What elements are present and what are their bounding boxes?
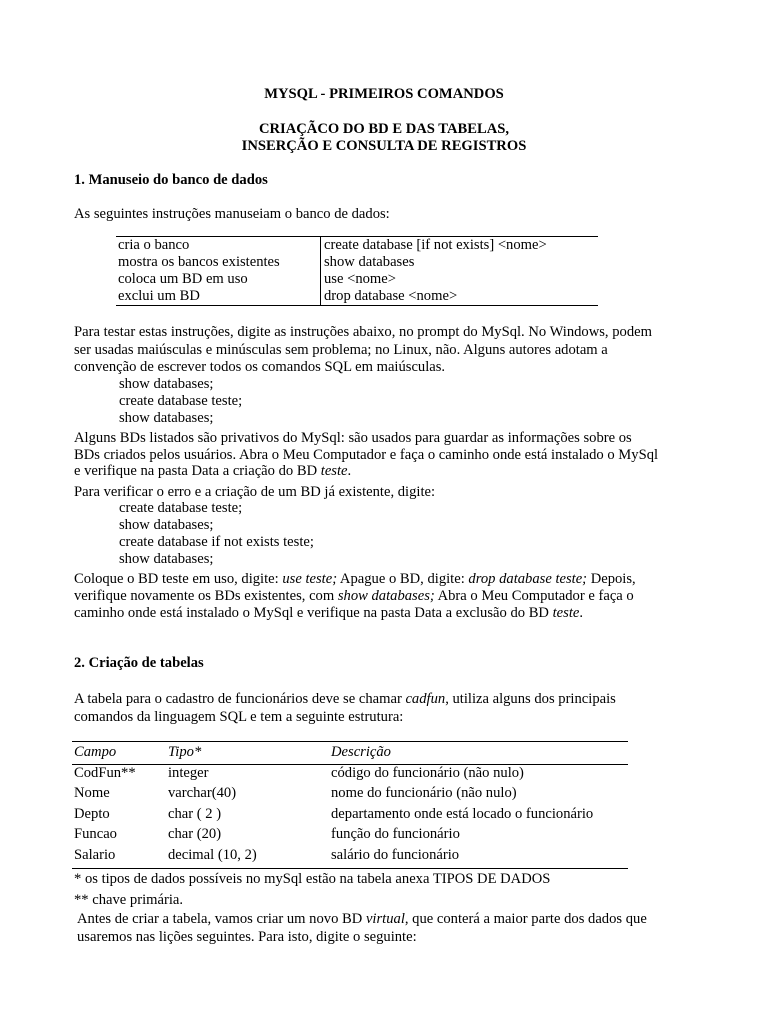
- table-cell: Funcao: [74, 826, 117, 842]
- table-cell: decimal (10, 2): [168, 846, 257, 863]
- text-run-italic: drop database teste;: [468, 571, 588, 587]
- text-run: e verifique na pasta Data a criação do BD: [74, 463, 321, 479]
- table-cell: salário do funcionário: [331, 846, 460, 863]
- text-run: A tabela para o cadastro de funcionários deve se chamar: [74, 691, 406, 707]
- table-cell: create database [if not exists] <nome>: [324, 237, 547, 253]
- paragraph-line: Alguns BDs listados são privativos do MySql: são usados para guardar as informações sobre os: [74, 430, 632, 446]
- table-row: [116, 288, 598, 305]
- section1-intro: As seguintes instruções manuseiam o banco de dados:: [74, 206, 390, 222]
- table-row: [116, 237, 598, 254]
- text-run: , que conterá a maior parte dos dados que: [404, 911, 647, 927]
- section1-heading: 1. Manuseio do banco de dados: [74, 172, 268, 188]
- section2-heading: 2. Criação de tabelas: [74, 655, 204, 671]
- table-cell: integer: [168, 764, 209, 781]
- paragraph-line: Para verificar o erro e a criação de um BD já existente, digite:: [74, 484, 436, 500]
- text-run: Coloque o BD teste em uso, digite:: [74, 571, 283, 587]
- text-run: .: [347, 463, 352, 479]
- text-run: caminho onde está instalado o MySql e verifique na pasta Data a exclusão do BD: [74, 605, 553, 621]
- table-cell: Salario: [74, 846, 116, 863]
- column-header-campo: Campo: [74, 744, 117, 760]
- table-cell: código do funcionário (não nulo): [331, 764, 524, 781]
- table-cell: drop database <nome>: [324, 288, 458, 304]
- paragraph-line: [74, 605, 583, 622]
- table2-header-rule: [72, 764, 628, 765]
- text-run-italic: teste: [552, 605, 580, 621]
- table-cell: Depto: [74, 805, 110, 822]
- paragraph-line: BDs criados pelos usuários. Abra o Meu Computador e faça o caminho onde está instalado o MySql: [74, 447, 659, 463]
- paragraph-line: convenção de escrever todos os comandos SQL em maiúsculas.: [74, 359, 446, 375]
- table-row: [72, 804, 629, 825]
- table-cell: departamento onde está locado o funcionário: [331, 805, 594, 822]
- paragraph-line: [74, 691, 616, 708]
- table-cell: mostra os bancos existentes: [116, 254, 321, 271]
- text-run-italic: virtual: [365, 911, 405, 927]
- table-cell: nome do funcionário (não nulo): [331, 785, 517, 801]
- text-run: verifique novamente os BDs existentes, com: [74, 588, 338, 604]
- table-cell: CodFun**: [74, 764, 136, 781]
- paragraph-line: [74, 571, 636, 588]
- text-run-italic: cadfun: [405, 691, 446, 707]
- paragraph-line: Para testar estas instruções, digite as instruções abaixo, no prompt do MySql. No Windows, podem: [74, 324, 652, 340]
- table-row: [72, 763, 629, 784]
- footnote-primary-key: ** chave primária.: [74, 892, 183, 908]
- text-run: Depois,: [587, 571, 636, 587]
- table-cell: Nome: [74, 785, 110, 801]
- text-run: Abra o Meu Computador e faça o: [434, 588, 634, 604]
- text-run: Antes de criar a tabela, vamos criar um novo BD: [77, 911, 366, 927]
- text-run: Apague o BD, digite:: [337, 571, 469, 587]
- code-line: create database teste;: [119, 500, 243, 516]
- code-line: show databases;: [119, 551, 214, 567]
- table-row: [72, 824, 629, 845]
- table-row: [72, 783, 629, 804]
- table-row: [116, 271, 598, 288]
- code-line: create database teste;: [119, 393, 243, 409]
- paragraph-line: [77, 911, 647, 928]
- document-title: MYSQL - PRIMEIROS COMANDOS: [264, 86, 504, 102]
- table-cell: coloca um BD em uso: [116, 271, 321, 288]
- table-cell: show databases: [324, 254, 415, 270]
- code-line: show databases;: [119, 376, 214, 392]
- table-header-row: [72, 742, 629, 763]
- paragraph-line: [74, 463, 351, 480]
- table-cell: char (20): [168, 826, 222, 842]
- cadfun-structure-table: [72, 742, 629, 865]
- footnote-types: * os tipos de dados possíveis no mySql estão na tabela anexa TIPOS DE DADOS: [74, 871, 551, 887]
- table2-bottom-rule: [72, 868, 628, 869]
- text-run: , utiliza alguns dos principais: [445, 691, 616, 707]
- table-cell: função do funcionário: [331, 826, 460, 842]
- table-cell: char ( 2 ): [168, 805, 222, 822]
- paragraph-line: usaremos nas lições seguintes. Para isto, digite o seguinte:: [77, 929, 417, 945]
- paragraph-line: [74, 588, 634, 605]
- paragraph-line: ser usadas maiúsculas e minúsculas sem problema; no Linux, não. Alguns autores adotam a: [74, 342, 608, 358]
- column-header-tipo: Tipo*: [168, 744, 202, 760]
- document-subtitle-line2: INSERÇÃO E CONSULTA DE REGISTROS: [241, 138, 527, 154]
- table-row: [116, 254, 598, 271]
- paragraph-line: comandos da linguagem SQL e tem a seguinte estrutura:: [74, 709, 404, 725]
- text-run-italic: teste: [320, 463, 348, 479]
- text-run-italic: show databases;: [337, 588, 435, 604]
- table-cell: cria o banco: [116, 237, 321, 254]
- table-cell: use <nome>: [324, 271, 396, 287]
- code-line: show databases;: [119, 517, 214, 533]
- table-row: [72, 845, 629, 866]
- text-run: .: [579, 605, 584, 621]
- table1-bottom-rule: [116, 305, 598, 306]
- text-run-italic: use teste;: [282, 571, 338, 587]
- table-cell: exclui um BD: [116, 288, 321, 305]
- table-cell: varchar(40): [168, 785, 237, 801]
- column-header-descricao: Descrição: [331, 744, 391, 760]
- document-subtitle-line1: CRIAÇÃCO DO BD E DAS TABELAS,: [258, 121, 510, 137]
- commands-table: [116, 237, 598, 305]
- code-line: show databases;: [119, 410, 214, 426]
- code-line: create database if not exists teste;: [119, 534, 314, 550]
